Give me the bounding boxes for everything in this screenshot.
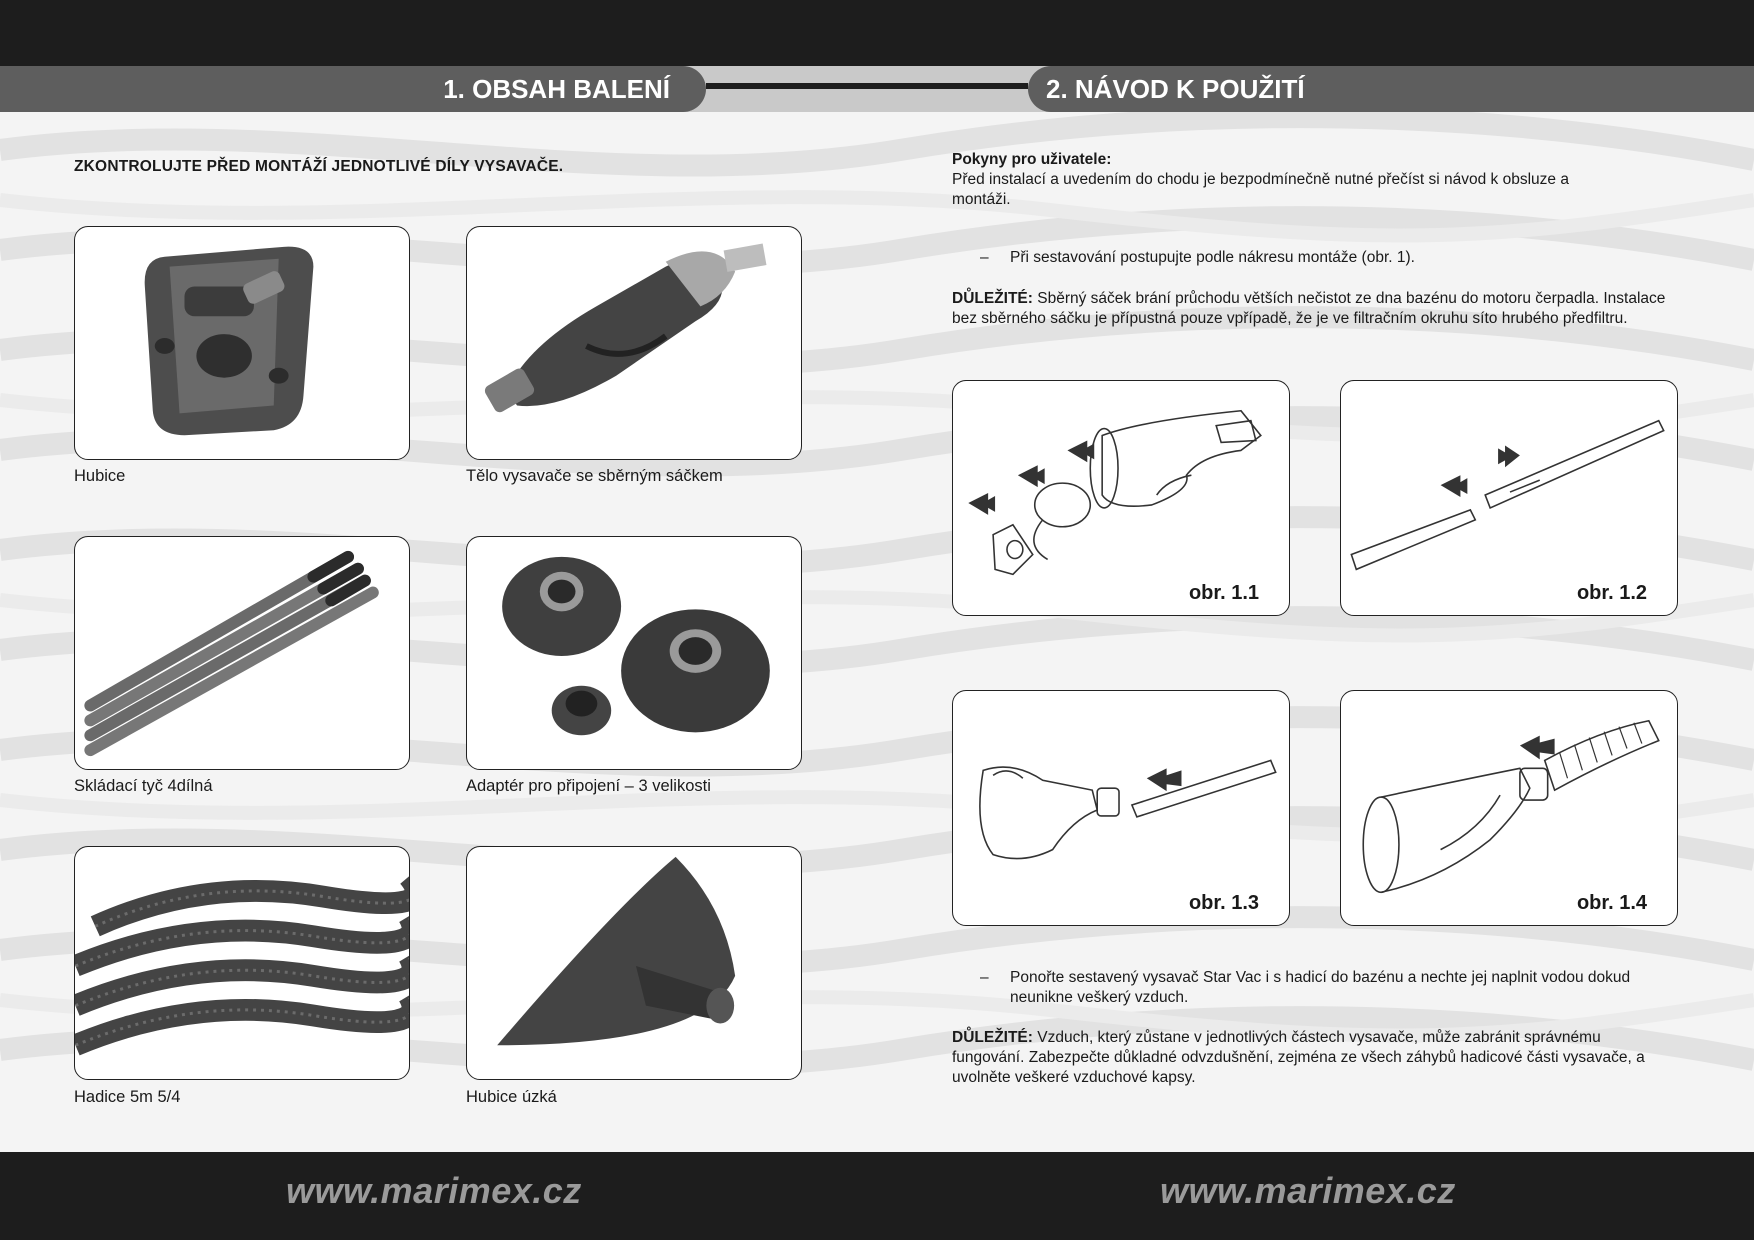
intro-text: ZKONTROLUJTE PŘED MONTÁŽÍ JEDNOTLIVÉ DÍLY VYSAVAČE. — [74, 158, 564, 175]
footer-bar — [0, 1152, 1754, 1240]
product-image-adapters — [466, 536, 802, 770]
caption-hose: Hadice 5m 5/4 — [74, 1088, 181, 1106]
caption-narrow-nozzle: Hubice úzká — [466, 1088, 557, 1106]
dash-marker: – — [980, 249, 989, 266]
figure-label: obr. 1.3 — [1188, 892, 1259, 914]
section-header-band — [0, 66, 1754, 112]
step-2-text: Ponořte sestavený vysavač Star Vac i s hadicí do bazénu a nechte jej naplnit vodou dokud neunikne veškerý vzduch. — [1010, 969, 1631, 1006]
caption-vacuum-body: Tělo vysavače se sběrným sáčkem — [466, 467, 723, 485]
figure-1-2 — [1340, 380, 1678, 616]
step-1 — [980, 248, 1660, 268]
caption-pole: Skládací tyč 4dílná — [74, 777, 213, 795]
important-note-2 — [952, 1028, 1672, 1088]
section-title-contents: 1. OBSAH BALENÍ — [0, 66, 706, 112]
footer-url-left[interactable]: www.marimex.cz — [286, 1170, 582, 1211]
important-note-1 — [952, 289, 1672, 329]
important-2-text: Vzduch, který zůstane v jednotlivých částech vysavače, může zabránit správnému fungování. Zabezpečte důkladné odvzdušnění, zejména ze všech záhybů hadicové části vysavače, a uvolněte veškeré vzduchové kapsy. — [952, 1029, 1645, 1086]
product-image-vacuum-body — [466, 226, 802, 460]
figure-1-1 — [952, 380, 1290, 616]
product-image-hose — [74, 846, 410, 1080]
figure-1-4 — [1340, 690, 1678, 926]
figure-label: obr. 1.2 — [1576, 582, 1647, 604]
product-image-hubice — [74, 226, 410, 460]
important-1-text: Sběrný sáček brání průchodu větších nečistot ze dna bazénu do motoru čerpadla. Instalace bez sběrného sáčku je přípustná pouze vpřípadě, že je ve filtračním okruhu síto hrubého předfiltru. — [952, 290, 1666, 327]
figure-label: obr. 1.1 — [1188, 582, 1259, 604]
step-1-text: Při sestavování postupujte podle nákresu montáže (obr. 1). — [1010, 249, 1415, 266]
top-bar — [0, 0, 1754, 66]
caption-adapters: Adaptér pro připojení – 3 velikosti — [466, 777, 711, 795]
figure-label: obr. 1.4 — [1576, 892, 1647, 914]
footer-url-right[interactable]: www.marimex.cz — [1160, 1170, 1456, 1211]
header-divider — [706, 83, 1028, 89]
dash-marker: – — [980, 969, 989, 986]
figure-1-3 — [952, 690, 1290, 926]
product-image-pole — [74, 536, 410, 770]
important-2-label: DŮLEŽITÉ: — [952, 1029, 1033, 1046]
instructions-title: Pokyny pro uživatele: — [952, 151, 1112, 168]
product-image-narrow-nozzle — [466, 846, 802, 1080]
step-2 — [980, 968, 1660, 1008]
instructions-text: Před instalací a uvedením do chodu je bezpodmínečně nutné přečíst si návod k obsluze a montáži. — [952, 171, 1569, 208]
caption-hubice: Hubice — [74, 467, 126, 485]
important-1-label: DŮLEŽITÉ: — [952, 290, 1033, 307]
section-title-instructions: 2. NÁVOD K POUŽITÍ — [1028, 66, 1754, 112]
